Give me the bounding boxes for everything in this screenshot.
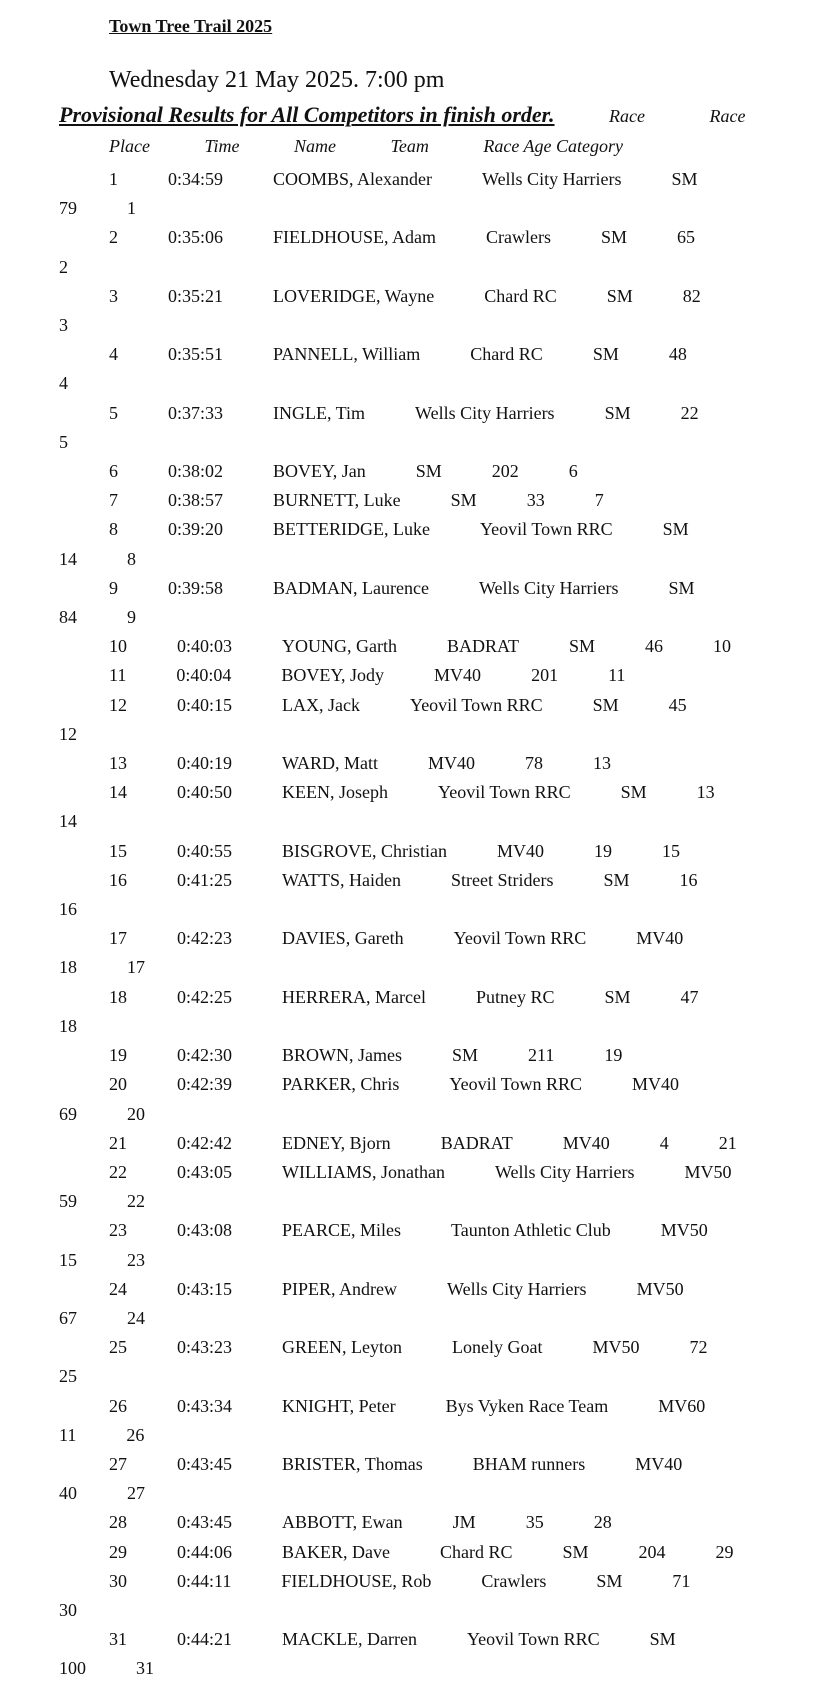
result-field: 13 <box>696 782 715 803</box>
result-field: WATTS, Haiden <box>282 869 401 890</box>
result-field: Yeovil Town RRC <box>479 519 613 540</box>
result-field: 22 <box>109 1161 127 1182</box>
result-row <box>59 1392 794 1450</box>
result-field: 11 <box>608 665 626 686</box>
result-field: LOVERIDGE, Wayne <box>273 285 435 306</box>
result-field: 2 <box>109 227 118 248</box>
result-field: 0:42:42 <box>177 1132 233 1153</box>
result-field: 202 <box>491 461 519 482</box>
result-field: GREEN, Leyton <box>282 1337 402 1358</box>
result-field: 72 <box>689 1337 708 1358</box>
result-field: 0:44:21 <box>177 1629 233 1650</box>
result-field: Wells City Harriers <box>415 402 555 423</box>
result-field: BISGROVE, Christian <box>282 840 448 861</box>
result-field: 0:43:08 <box>177 1220 233 1241</box>
result-field: 0:39:58 <box>168 577 224 598</box>
result-field: 18 <box>59 957 77 978</box>
result-field: 6 <box>109 461 118 482</box>
result-field: 12 <box>59 723 77 744</box>
result-field: 13 <box>593 753 612 774</box>
result-field: 211 <box>528 1045 555 1066</box>
result-field: PANNELL, William <box>273 344 421 365</box>
result-field: 33 <box>526 490 545 511</box>
result-field: BADRAT <box>447 636 520 657</box>
result-field: 82 <box>682 285 701 306</box>
result-field: 59 <box>59 1191 77 1212</box>
result-field: 21 <box>109 1132 127 1153</box>
result-field: SM <box>592 694 619 715</box>
result-field: PEARCE, Miles <box>282 1220 402 1241</box>
result-field: SM <box>671 169 698 189</box>
result-field: Wells City Harriers <box>482 169 622 189</box>
result-row <box>59 1508 794 1537</box>
result-field: 22 <box>680 402 699 423</box>
result-field: 0:42:25 <box>177 986 233 1007</box>
result-field: PARKER, Chris <box>282 1074 400 1095</box>
result-row <box>59 1275 794 1333</box>
result-field: MV50 <box>636 1278 684 1299</box>
result-field: 69 <box>59 1103 77 1124</box>
result-field: 0:37:33 <box>168 402 224 423</box>
column-header-time: Time <box>204 136 240 156</box>
column-header-name: Name <box>294 136 336 156</box>
result-field: SM <box>562 1541 589 1562</box>
result-field: 13 <box>109 753 127 774</box>
result-field: 29 <box>715 1541 734 1562</box>
result-field: WILLIAMS, Jonathan <box>282 1161 445 1182</box>
result-field: Chard RC <box>470 344 543 365</box>
result-field: Crawlers <box>481 1570 547 1591</box>
result-field: KNIGHT, Peter <box>282 1395 396 1416</box>
result-field: 1 <box>127 198 136 219</box>
result-field: 0:43:15 <box>177 1278 233 1299</box>
result-field: 9 <box>127 607 136 628</box>
result-field: DAVIES, Gareth <box>282 928 404 949</box>
result-field: 14 <box>59 548 77 569</box>
result-row <box>59 983 794 1041</box>
result-field: 23 <box>109 1220 127 1241</box>
result-field: 16 <box>109 869 127 890</box>
result-row <box>59 515 794 573</box>
result-field: 0:41:25 <box>177 869 233 890</box>
result-field: 11 <box>59 1424 77 1445</box>
result-field: Wells City Harriers <box>478 577 619 598</box>
result-row <box>59 1450 794 1508</box>
result-field: 0:40:03 <box>177 636 233 657</box>
result-field: 23 <box>127 1249 145 1270</box>
result-field: 16 <box>59 899 77 920</box>
result-field: 30 <box>109 1570 127 1591</box>
result-field: INGLE, Tim <box>273 402 366 423</box>
result-field: 0:43:23 <box>177 1337 233 1358</box>
result-field: 0:44:06 <box>177 1541 233 1562</box>
result-field: Yeovil Town RRC <box>438 782 571 803</box>
result-field: BOVEY, Jody <box>281 665 385 686</box>
result-field: MV40 <box>428 753 476 774</box>
document-title: Town Tree Trail 2025 <box>109 16 273 36</box>
result-row <box>59 1625 794 1683</box>
results-list <box>59 165 794 1684</box>
result-field: 0:38:57 <box>168 490 224 511</box>
result-field: 25 <box>109 1337 127 1358</box>
result-field: 0:42:23 <box>177 928 233 949</box>
result-field: Crawlers <box>486 227 551 248</box>
result-field: MV50 <box>592 1337 640 1358</box>
result-row <box>59 340 794 398</box>
result-field: BURNETT, Luke <box>273 490 401 511</box>
result-field: SM <box>415 461 442 482</box>
result-field: 0:38:02 <box>168 461 224 482</box>
result-field: 5 <box>59 431 68 452</box>
result-field: 2 <box>59 256 68 277</box>
result-field: Wells City Harriers <box>494 1161 635 1182</box>
result-row <box>59 1538 794 1567</box>
result-field: Chard RC <box>440 1541 513 1562</box>
result-field: 7 <box>594 490 604 511</box>
result-row <box>59 1129 794 1158</box>
result-field: MV40 <box>635 1453 683 1474</box>
result-field: Wells City Harriers <box>447 1278 587 1299</box>
result-field: 26 <box>126 1424 145 1445</box>
result-field: 8 <box>127 548 136 569</box>
result-row <box>59 486 794 515</box>
result-field: Lonely Goat <box>452 1337 543 1358</box>
result-field: Street Striders <box>451 869 554 890</box>
result-field: 0:34:59 <box>168 169 224 189</box>
heading-extra-label: Race <box>709 106 746 126</box>
result-field: 15 <box>59 1249 77 1270</box>
result-field: LAX, Jack <box>282 694 360 715</box>
result-field: 0:43:45 <box>177 1512 233 1533</box>
result-field: MV40 <box>636 928 684 949</box>
result-field: 0:44:11 <box>177 1570 232 1591</box>
result-field: FIELDHOUSE, Rob <box>281 1570 432 1591</box>
result-field: 5 <box>109 402 118 423</box>
result-field: BOVEY, Jan <box>273 461 366 482</box>
result-field: 8 <box>109 519 118 540</box>
result-field: 29 <box>109 1541 127 1562</box>
result-field: 0:40:19 <box>177 753 233 774</box>
result-field: 15 <box>109 840 127 861</box>
result-field: SM <box>662 519 689 540</box>
result-field: 24 <box>109 1278 127 1299</box>
result-field: 0:40:55 <box>177 840 233 861</box>
column-header-place: Place <box>109 136 150 156</box>
result-field: 14 <box>59 811 77 832</box>
result-field: 9 <box>109 577 118 598</box>
result-field: 0:35:51 <box>168 344 224 365</box>
result-field: 1 <box>109 169 118 189</box>
result-field: MV60 <box>658 1395 706 1416</box>
result-field: 45 <box>668 694 687 715</box>
result-field: 17 <box>109 928 127 949</box>
result-field: SM <box>606 285 633 306</box>
result-field: 0:43:05 <box>177 1161 233 1182</box>
event-date: Wednesday 21 May 2025. 7:00 pm <box>109 67 445 93</box>
result-field: MV40 <box>632 1074 680 1095</box>
result-row <box>59 866 794 924</box>
result-field: SM <box>601 227 628 248</box>
result-field: 4 <box>109 344 118 365</box>
result-field: 71 <box>672 1570 691 1591</box>
result-field: ABBOTT, Ewan <box>282 1512 403 1533</box>
result-field: 28 <box>593 1512 612 1533</box>
result-field: 24 <box>127 1307 145 1328</box>
result-field: MV40 <box>497 840 545 861</box>
result-field: WARD, Matt <box>282 753 379 774</box>
result-field: 67 <box>59 1307 77 1328</box>
result-field: 28 <box>109 1512 127 1533</box>
result-field: MACKLE, Darren <box>282 1629 417 1650</box>
result-field: 21 <box>718 1132 737 1153</box>
result-field: 3 <box>109 285 118 306</box>
result-field: 19 <box>109 1045 127 1066</box>
result-field: SM <box>604 986 631 1007</box>
result-row <box>59 574 794 632</box>
result-row <box>59 399 794 457</box>
result-field: 4 <box>59 373 68 394</box>
result-field: 18 <box>59 1015 77 1036</box>
result-field: MV40 <box>562 1132 610 1153</box>
result-row <box>59 457 794 486</box>
result-field: 6 <box>568 461 578 482</box>
column-header-category: Race Age Category <box>483 136 623 156</box>
result-field: 3 <box>59 315 68 336</box>
result-row <box>59 1567 794 1625</box>
result-field: Yeovil Town RRC <box>410 694 543 715</box>
result-field: 0:35:06 <box>168 227 224 248</box>
result-row <box>59 691 794 749</box>
result-field: BROWN, James <box>282 1045 403 1066</box>
result-field: 0:35:21 <box>168 285 224 306</box>
result-field: SM <box>569 636 596 657</box>
result-field: 11 <box>109 665 127 686</box>
result-field: BADRAT <box>440 1132 513 1153</box>
result-field: 0:39:20 <box>168 519 224 540</box>
result-field: 19 <box>594 840 613 861</box>
results-heading-text: Provisional Results for All Competitors in finish order. <box>59 102 555 127</box>
result-field: 40 <box>59 1483 77 1504</box>
result-field: Putney RC <box>476 986 555 1007</box>
heading-extra-label: Race <box>609 106 645 126</box>
result-row <box>59 1216 794 1274</box>
result-field: Yeovil Town RRC <box>466 1629 600 1650</box>
result-field: 35 <box>525 1512 544 1533</box>
result-field: BRISTER, Thomas <box>282 1453 423 1474</box>
result-field: MV50 <box>660 1220 708 1241</box>
result-row <box>59 1041 794 1070</box>
result-field: BAKER, Dave <box>282 1541 390 1562</box>
result-field: 16 <box>679 869 698 890</box>
result-field: 12 <box>109 694 127 715</box>
result-field: 4 <box>659 1132 669 1153</box>
result-row <box>59 924 794 982</box>
result-field: SM <box>450 490 477 511</box>
result-row <box>59 837 794 866</box>
result-row <box>59 1158 794 1216</box>
result-field: 30 <box>59 1599 77 1620</box>
result-field: SM <box>620 782 647 803</box>
result-field: SM <box>592 344 619 365</box>
result-field: Taunton Athletic Club <box>451 1220 611 1241</box>
result-row <box>59 749 794 778</box>
result-field: 47 <box>680 986 699 1007</box>
result-field: 100 <box>59 1658 86 1679</box>
result-field: YOUNG, Garth <box>282 636 397 657</box>
result-field: PIPER, Andrew <box>282 1278 398 1299</box>
result-field: 84 <box>59 607 77 628</box>
result-field: SM <box>649 1629 676 1650</box>
result-field: SM <box>668 577 695 598</box>
result-field: 14 <box>109 782 127 803</box>
result-row <box>59 223 794 281</box>
result-row <box>59 632 794 661</box>
result-field: Yeovil Town RRC <box>449 1074 583 1095</box>
result-field: 201 <box>531 665 559 686</box>
result-field: Chard RC <box>484 285 557 306</box>
result-field: SM <box>596 1570 623 1591</box>
result-field: COOMBS, Alexander <box>273 169 433 189</box>
result-field: 65 <box>677 227 696 248</box>
result-field: 78 <box>525 753 544 774</box>
result-field: 18 <box>109 986 127 1007</box>
result-field: 0:43:34 <box>177 1395 233 1416</box>
result-field: 25 <box>59 1366 77 1387</box>
result-field: JM <box>452 1512 476 1533</box>
result-row <box>59 778 794 836</box>
result-field: 19 <box>604 1045 623 1066</box>
column-headers <box>109 136 673 157</box>
result-field: SM <box>452 1045 479 1066</box>
result-field: 0:40:15 <box>177 694 233 715</box>
result-field: MV40 <box>434 665 482 686</box>
result-row <box>59 1070 794 1128</box>
result-field: 22 <box>127 1191 145 1212</box>
result-field: 31 <box>109 1629 127 1650</box>
result-row <box>59 1333 794 1391</box>
result-field: EDNEY, Bjorn <box>282 1132 391 1153</box>
result-field: 10 <box>109 636 127 657</box>
result-field: 46 <box>645 636 664 657</box>
result-field: 26 <box>109 1395 127 1416</box>
result-field: 31 <box>136 1658 154 1679</box>
result-row <box>59 165 794 223</box>
result-row <box>59 661 794 690</box>
result-field: BHAM runners <box>472 1453 586 1474</box>
result-field: MV50 <box>684 1161 732 1182</box>
result-field: Yeovil Town RRC <box>453 928 587 949</box>
result-field: KEEN, Joseph <box>282 782 389 803</box>
result-field: 20 <box>127 1103 145 1124</box>
result-field: 0:40:50 <box>177 782 233 803</box>
result-field: 0:40:04 <box>176 665 232 686</box>
result-field: 15 <box>662 840 681 861</box>
result-field: FIELDHOUSE, Adam <box>273 227 437 248</box>
result-field: BETTERIDGE, Luke <box>273 519 430 540</box>
result-field: 0:43:45 <box>177 1453 233 1474</box>
result-field: 79 <box>59 198 77 219</box>
column-header-team: Team <box>390 136 429 156</box>
result-field: 204 <box>638 1541 666 1562</box>
result-row <box>59 282 794 340</box>
result-field: 17 <box>127 957 145 978</box>
result-field: 27 <box>109 1453 127 1474</box>
result-field: HERRERA, Marcel <box>282 986 426 1007</box>
result-field: 7 <box>109 490 118 511</box>
result-field: BADMAN, Laurence <box>273 577 429 598</box>
result-field: SM <box>604 402 631 423</box>
result-field: 0:42:39 <box>177 1074 233 1095</box>
result-field: Bys Vyken Race Team <box>445 1395 609 1416</box>
results-heading <box>59 102 819 128</box>
result-field: 27 <box>127 1483 145 1504</box>
result-field: 20 <box>109 1074 127 1095</box>
result-field: 48 <box>668 344 687 365</box>
result-field: SM <box>603 869 630 890</box>
result-field: 0:42:30 <box>177 1045 233 1066</box>
result-field: 10 <box>713 636 732 657</box>
